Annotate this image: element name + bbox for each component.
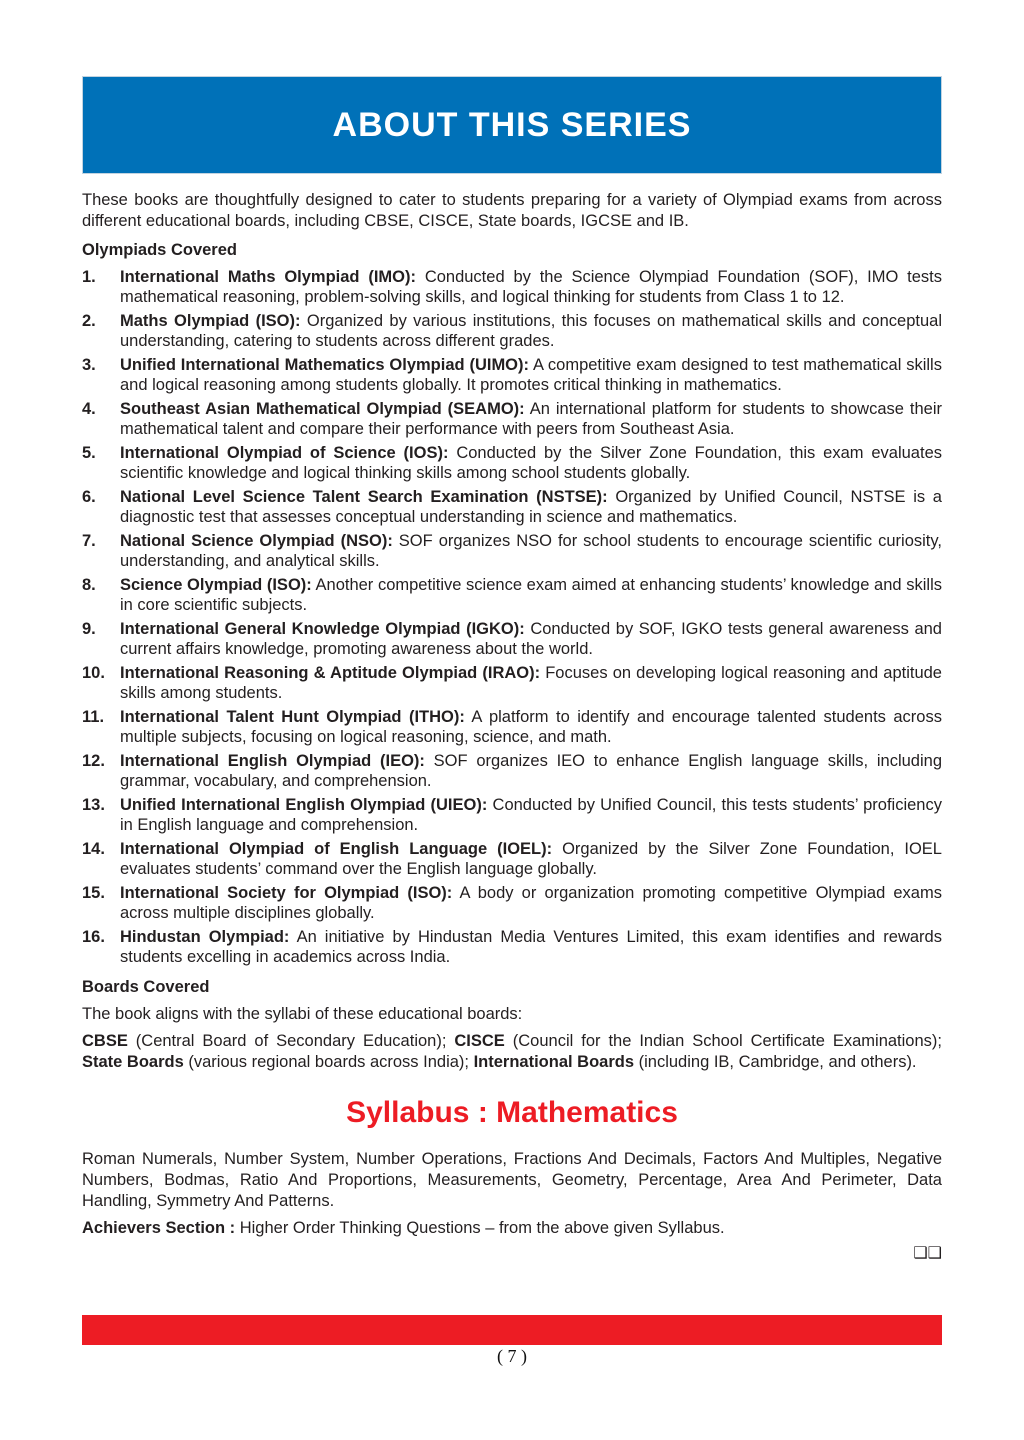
list-item-desc: Conducted by SOF, IGKO tests general awareness and current affairs knowledge, promoting awareness about the world. xyxy=(120,620,942,658)
boards-segment xyxy=(474,1053,917,1071)
board-detail: (Council for the Indian School Certificate Examinations); xyxy=(504,1032,942,1050)
list-item-text xyxy=(120,927,942,967)
list-item-desc: Another competitive science exam aimed at enhancing students’ knowledge and skills in core scientific subjects. xyxy=(120,576,942,614)
list-item-number: 15. xyxy=(82,884,105,902)
list-item-number: 3. xyxy=(82,356,96,374)
list-item-desc: A platform to identify and encourage talented students across multiple subjects, focusing on logical reasoning, science, and math. xyxy=(120,708,942,746)
list-item-title: International Maths Olympiad (IMO): xyxy=(120,268,416,286)
list-item-text xyxy=(120,311,942,351)
list-item-text xyxy=(120,531,942,571)
list-item-text xyxy=(120,443,942,483)
list-item-text xyxy=(120,839,942,879)
list-item xyxy=(82,311,942,351)
list-item-title: International Olympiad of English Language (IOEL): xyxy=(120,840,553,858)
list-item-number: 5. xyxy=(82,444,96,462)
list-item-desc: Conducted by the Silver Zone Foundation, this exam evaluates scientific knowledge and logical thinking skills among school students globally. xyxy=(120,444,942,482)
list-item-number: 11. xyxy=(82,708,105,726)
end-marker-squares-icon: ❑❑ xyxy=(913,1245,942,1262)
board-detail: (various regional boards across India); xyxy=(183,1053,474,1071)
list-item-text xyxy=(120,619,942,659)
list-item-number: 10. xyxy=(82,664,105,682)
list-item-desc: A competitive exam designed to test mathematical skills and logical reasoning among students globally. It promotes critical thinking in mathematics. xyxy=(120,356,942,394)
boards-segment xyxy=(82,1032,454,1050)
list-item xyxy=(82,751,942,791)
list-item-text xyxy=(120,355,942,395)
list-item-text xyxy=(120,575,942,615)
list-item xyxy=(82,707,942,747)
list-item-number: 4. xyxy=(82,400,96,418)
achievers-text: Higher Order Thinking Questions – from the above given Syllabus. xyxy=(235,1219,725,1237)
list-item-title: International Talent Hunt Olympiad (ITHO): xyxy=(120,708,465,726)
list-item xyxy=(82,487,942,527)
page-number: ( 7 ) xyxy=(497,1346,527,1366)
list-item-title: Science Olympiad (ISO): xyxy=(120,576,312,594)
list-item-text xyxy=(120,487,942,527)
list-item xyxy=(82,355,942,395)
list-item xyxy=(82,795,942,835)
list-item-desc: A body or organization promoting competitive Olympiad exams across multiple disciplines globally. xyxy=(120,884,942,922)
list-item-text xyxy=(120,267,942,307)
list-item xyxy=(82,531,942,571)
list-item-desc: Conducted by the Science Olympiad Foundation (SOF), IMO tests mathematical reasoning, problem-solving skills, and logical thinking for students from Class 1 to 12. xyxy=(120,268,942,306)
list-item-number: 16. xyxy=(82,928,105,946)
boards-covered-heading: Boards Covered xyxy=(82,978,210,996)
syllabus-heading: Syllabus : Mathematics xyxy=(346,1096,678,1129)
list-item xyxy=(82,575,942,615)
list-item-number: 2. xyxy=(82,312,96,330)
olympiads-covered-heading: Olympiads Covered xyxy=(82,241,237,259)
achievers-section-line xyxy=(82,1218,942,1239)
list-item-desc: SOF organizes NSO for school students to encourage scientific curiosity, understanding, and analytical skills. xyxy=(120,532,942,570)
board-name: International Boards xyxy=(473,1053,635,1071)
list-item-desc: An international platform for students to showcase their mathematical talent and compare their performance with peers from Southeast Asia. xyxy=(120,400,942,438)
board-name: CBSE xyxy=(82,1032,128,1050)
list-item-title: International Reasoning & Aptitude Olympiad (IRAO): xyxy=(120,664,541,682)
achievers-label: Achievers Section : xyxy=(82,1219,236,1237)
boards-paragraph xyxy=(82,1031,942,1073)
board-name: State Boards xyxy=(82,1053,184,1071)
board-name: CISCE xyxy=(454,1032,505,1050)
list-item-title: Hindustan Olympiad: xyxy=(120,928,290,946)
list-item-title: International English Olympiad (IEO): xyxy=(120,752,425,770)
list-item-text xyxy=(120,707,942,747)
footer-red-bar xyxy=(82,1315,942,1345)
list-item-desc: Organized by various institutions, this focuses on mathematical skills and conceptual understanding, catering to students across different grades. xyxy=(120,312,942,350)
list-item-number: 6. xyxy=(82,488,96,506)
list-item-number: 1. xyxy=(82,268,96,286)
list-item-number: 12. xyxy=(82,752,105,770)
list-item xyxy=(82,619,942,659)
list-item-title: Unified International Mathematics Olympiad (UIMO): xyxy=(120,356,530,374)
list-item xyxy=(82,399,942,439)
list-item-title: International Society for Olympiad (ISO): xyxy=(120,884,453,902)
list-item-number: 7. xyxy=(82,532,96,550)
list-item-title: Southeast Asian Mathematical Olympiad (SEAMO): xyxy=(120,400,525,418)
list-item-text xyxy=(120,751,942,791)
list-item-number: 13. xyxy=(82,796,105,814)
list-item-text xyxy=(120,399,942,439)
list-item-desc: Conducted by Unified Council, this tests students’ proficiency in English language and comprehension. xyxy=(120,796,942,834)
list-item-number: 14. xyxy=(82,840,105,858)
list-item-title: Unified International English Olympiad (UIEO): xyxy=(120,796,488,814)
list-item-desc: Organized by Unified Council, NSTSE is a diagnostic test that assesses conceptual understanding in science and mathematics. xyxy=(120,488,942,526)
boards-segment xyxy=(454,1032,942,1050)
list-item xyxy=(82,883,942,923)
list-item-text xyxy=(120,663,942,703)
olympiad-list xyxy=(82,267,942,967)
syllabus-topics: Roman Numerals, Number System, Number Operations, Fractions And Decimals, Factors And Multiples, Negative Numbers, Bodmas, Ratio And Proportions, Measurements, Geometry, Percentage, Area And Perimeter, Data Handling, Symmetry And Patterns. xyxy=(82,1150,942,1210)
board-detail: (Central Board of Secondary Education); xyxy=(127,1032,455,1050)
list-item-desc: An initiative by Hindustan Media Ventures Limited, this exam identifies and rewards students excelling in academics across India. xyxy=(120,928,942,966)
list-item-number: 9. xyxy=(82,620,96,638)
list-item-title: International Olympiad of Science (IOS): xyxy=(120,444,449,462)
list-item-desc: SOF organizes IEO to enhance English language skills, including grammar, vocabulary, and comprehension. xyxy=(120,752,942,790)
list-item xyxy=(82,663,942,703)
list-item xyxy=(82,839,942,879)
list-item-desc: Focuses on developing logical reasoning and aptitude skills among students. xyxy=(120,664,942,702)
list-item-title: National Level Science Talent Search Examination (NSTSE): xyxy=(120,488,608,506)
boards-segment xyxy=(82,1053,474,1071)
list-item-title: Maths Olympiad (ISO): xyxy=(120,312,301,330)
list-item-text xyxy=(120,795,942,835)
list-item-number: 8. xyxy=(82,576,96,594)
list-item-desc: Organized by the Silver Zone Foundation, IOEL evaluates students’ command over the English language globally. xyxy=(120,840,942,878)
title-banner xyxy=(82,76,942,174)
list-item xyxy=(82,267,942,307)
list-item xyxy=(82,443,942,483)
list-item-text xyxy=(120,883,942,923)
intro-paragraph: These books are thoughtfully designed to cater to students preparing for a variety of Olympiad exams from across different educational boards, including CBSE, CISCE, State boards, IGCSE and IB. xyxy=(82,191,942,230)
board-detail: (including IB, Cambridge, and others). xyxy=(634,1053,917,1071)
list-item-title: National Science Olympiad (NSO): xyxy=(120,532,393,550)
boards-lead: The book aligns with the syllabi of these educational boards: xyxy=(82,1005,523,1023)
list-item xyxy=(82,927,942,967)
page-content xyxy=(82,76,942,1263)
list-item-title: International General Knowledge Olympiad (IGKO): xyxy=(120,620,525,638)
page-title: ABOUT THIS SERIES xyxy=(332,105,692,144)
